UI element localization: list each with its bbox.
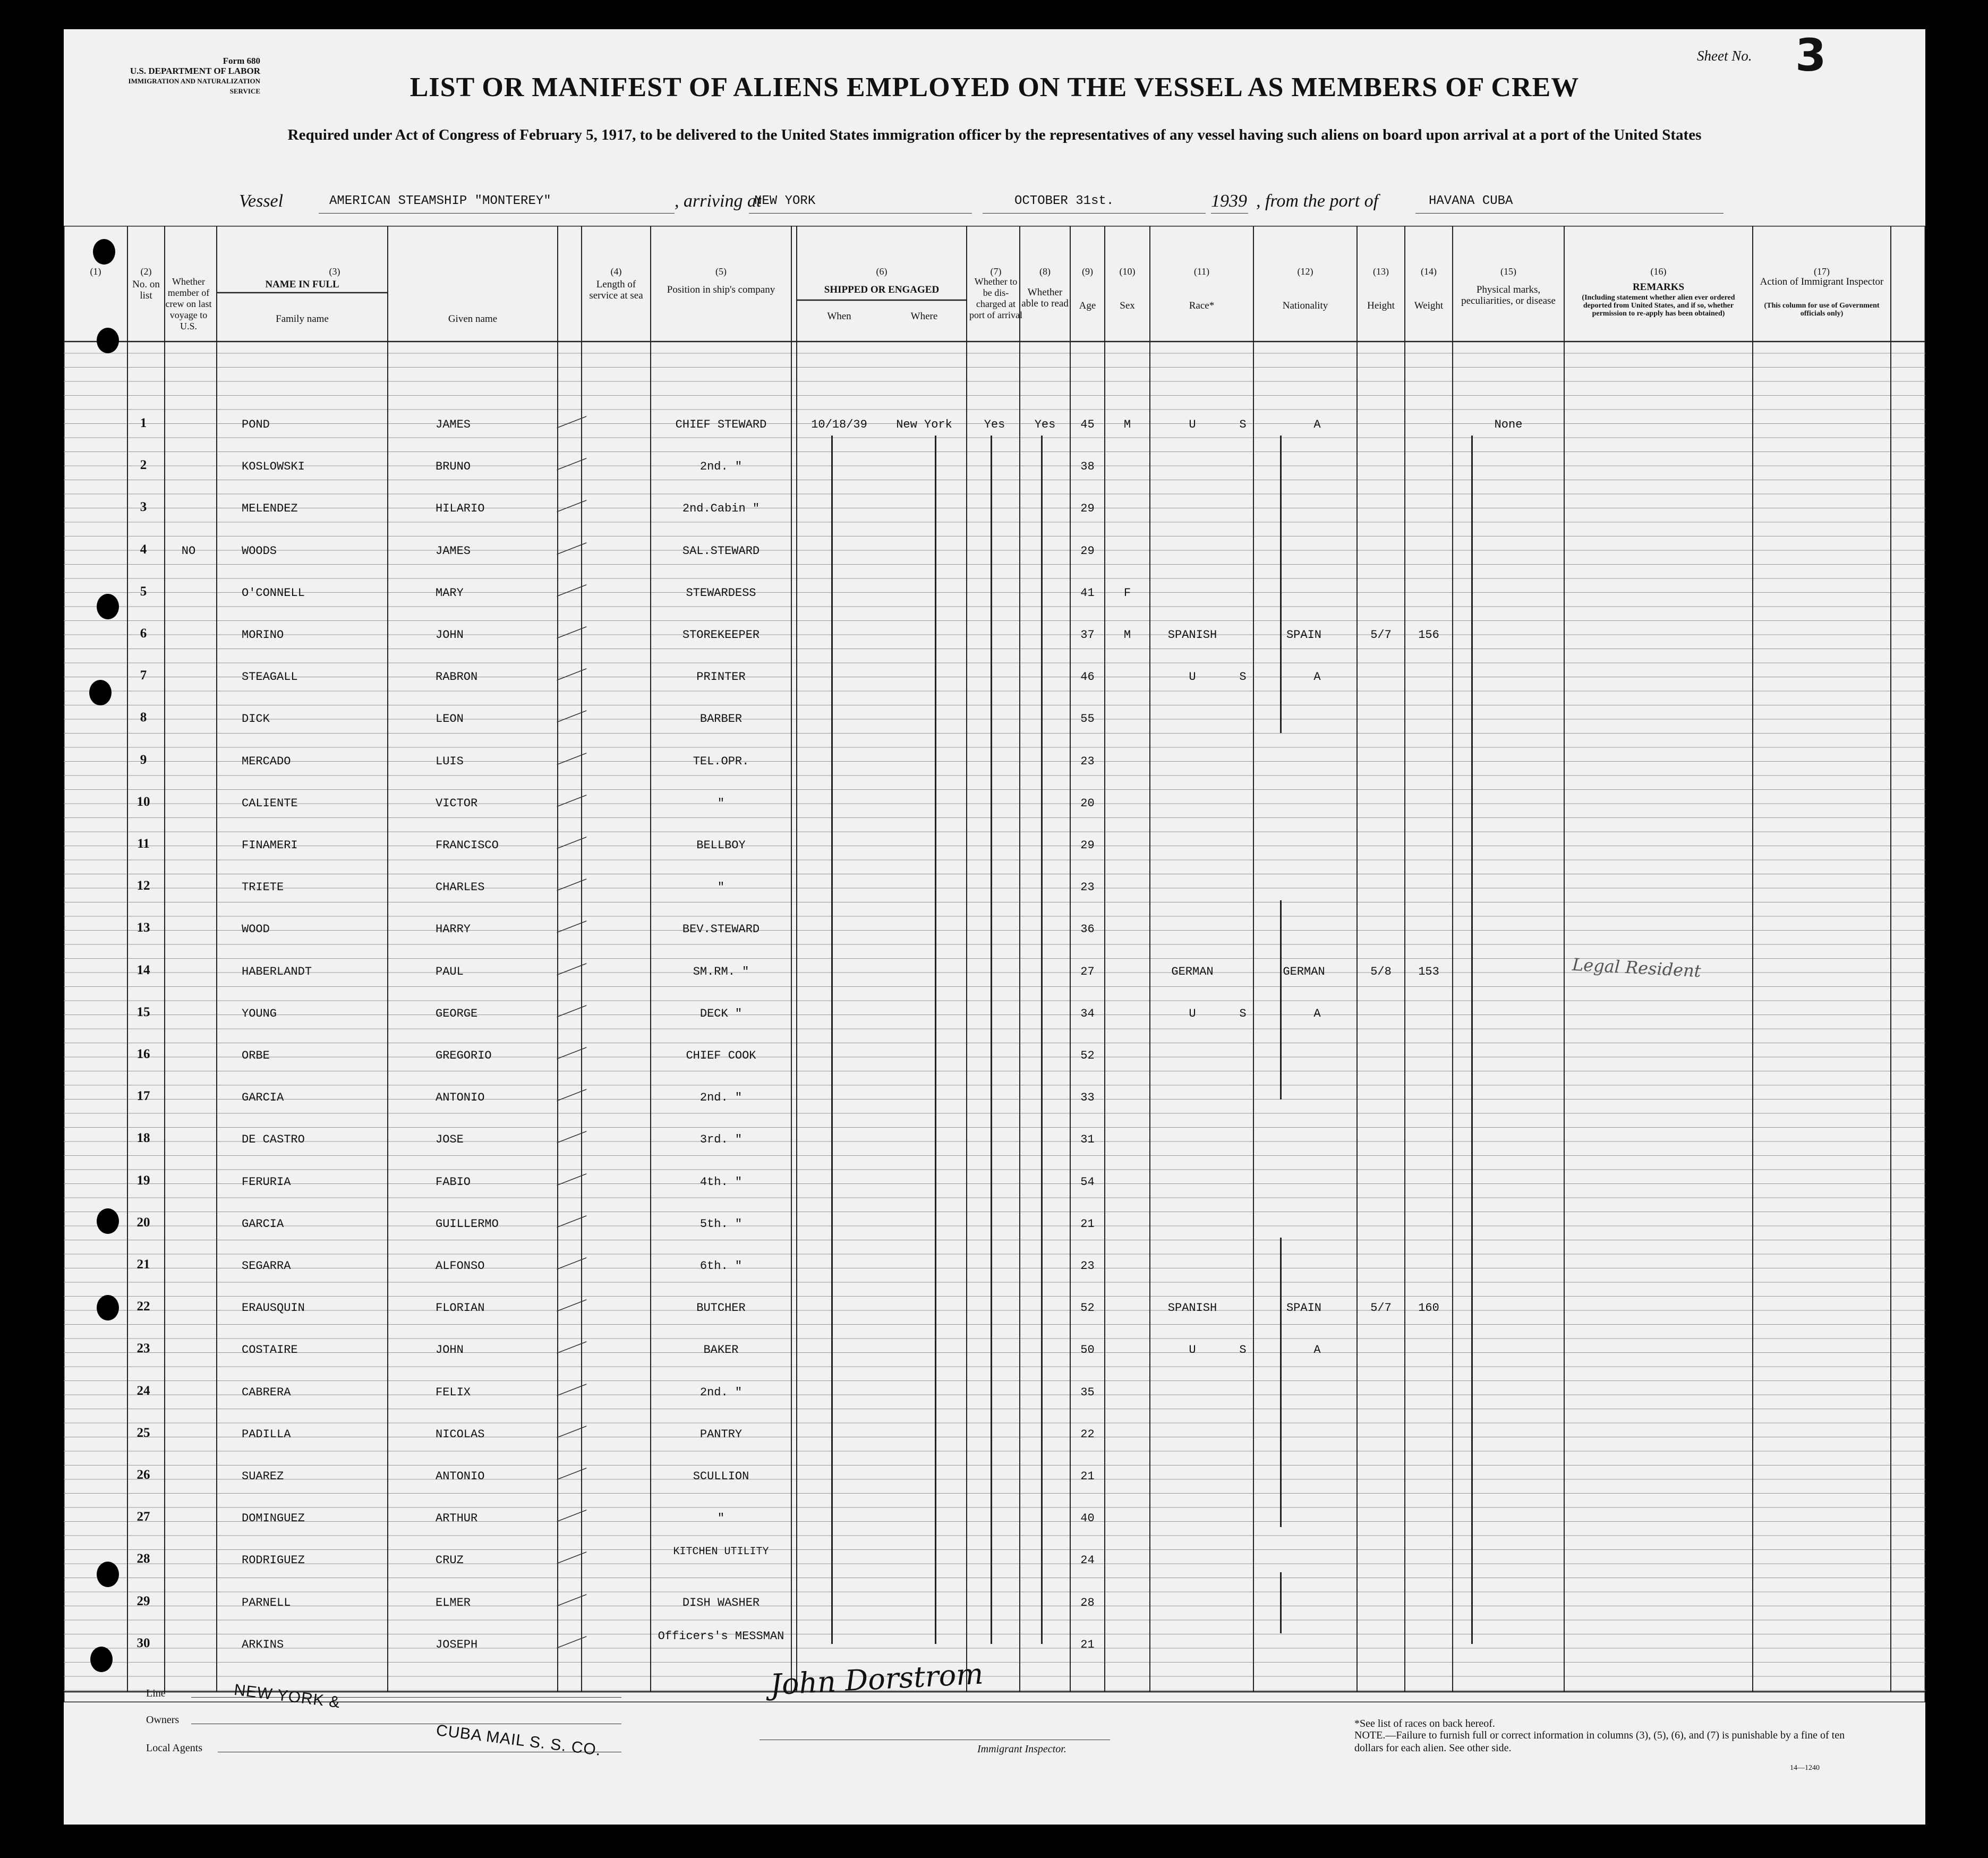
vessel-label: Vessel (239, 191, 284, 211)
cell-position: KITCHEN UTILITY (673, 1546, 769, 1558)
row-number: 2 (140, 458, 147, 473)
binder-hole (97, 1295, 119, 1320)
binder-hole (97, 1208, 119, 1234)
row-number: 15 (136, 1004, 150, 1019)
cell-age: 20 (1080, 796, 1095, 810)
cell-family-name: HABERLANDT (242, 965, 312, 978)
cell-sex: M (1123, 418, 1131, 431)
cell-given-name: JOHN (436, 628, 464, 642)
col-header-inspector-action: Action of Immigrant Inspector (1760, 276, 1884, 287)
cell-family-name: DICK (242, 712, 270, 726)
binder-hole (97, 594, 119, 619)
cell-family-name: PADILLA (242, 1427, 291, 1441)
cell-nationality-tail: A (1313, 1007, 1321, 1020)
col-no-14: (14) (1421, 266, 1437, 277)
cell-given-name: ANTONIO (436, 1091, 485, 1105)
cell-family-name: COSTAIRE (242, 1343, 298, 1357)
cell-family-name: FERURIA (242, 1175, 291, 1189)
cell-position: 2nd.Cabin " (682, 502, 760, 516)
binder-hole (89, 680, 112, 705)
col-no-13: (13) (1373, 266, 1389, 277)
cell-remarks: Legal Resident (1572, 954, 1702, 981)
cell-family-name: ARKINS (242, 1638, 284, 1651)
cell-age: 34 (1080, 1007, 1095, 1020)
cell-family-name: O'CONNELL (242, 586, 305, 600)
col-header-inspector-note: (This column for use of Government officials only) (1764, 302, 1880, 318)
cell-position: 2nd. " (699, 460, 743, 474)
row-number: 3 (140, 500, 147, 515)
col-no-12: (12) (1297, 266, 1313, 277)
cell-age: 45 (1080, 418, 1095, 431)
cell-race: SPANISH (1167, 628, 1217, 642)
inspector-signature: John Dorstrom (769, 1657, 984, 1702)
cell-discharged: Yes (984, 418, 1005, 431)
cell-family-name: WOODS (242, 544, 277, 558)
cell-position: SM.RM. " (693, 965, 749, 978)
cell-given-name: ELMER (436, 1596, 471, 1609)
cell-given-name: BRUNO (436, 460, 471, 474)
col-no-17: (17) (1814, 266, 1830, 277)
row-number: 18 (136, 1131, 150, 1146)
cell-when: 10/18/39 (811, 418, 867, 431)
binder-hole (93, 239, 115, 265)
form-number: Form 680 (223, 56, 260, 66)
cell-family-name: FINAMERI (242, 839, 298, 852)
col-no-15: (15) (1500, 266, 1516, 277)
page-subtitle: Required under Act of Congress of February 5, 1917, to be delivered to the United States immigration officer by the representatives of any vessel having such aliens on board upon arrival at a port of the United States (287, 126, 1702, 143)
cell-given-name: VICTOR (436, 796, 478, 810)
cell-nationality: S (1239, 418, 1247, 431)
cell-position: " (717, 1512, 725, 1525)
races-note: *See list of races on back hereof. (1354, 1718, 1495, 1729)
cell-given-name: FRANCISCO (436, 839, 499, 852)
cell-family-name: CALIENTE (242, 796, 298, 810)
col-header-shipped: SHIPPED OR ENGAGED (824, 284, 940, 295)
col-no-7: (7) (990, 266, 1002, 277)
from-port-label: , from the port of (1256, 191, 1379, 211)
cell-age: 35 (1080, 1385, 1095, 1399)
col-header-when: When (827, 311, 851, 322)
cell-nationality: S (1239, 670, 1247, 684)
cell-family-name: WOOD (242, 923, 270, 936)
arrival-date: OCTOBER 31st. (1014, 194, 1114, 208)
cell-family-name: YOUNG (242, 1007, 277, 1020)
ditto-line (1280, 1572, 1282, 1633)
cell-family-name: DE CASTRO (242, 1133, 305, 1147)
col-header-weight: Weight (1414, 300, 1444, 311)
col-no-9: (9) (1082, 266, 1093, 277)
col-no-11: (11) (1193, 266, 1210, 277)
footer-form-code: 14—1240 (1790, 1764, 1820, 1772)
from-port: HAVANA CUBA (1429, 194, 1513, 208)
footer-agents-label: Local Agents (146, 1742, 203, 1754)
cell-given-name: HILARIO (436, 502, 485, 516)
ditto-line (1280, 436, 1282, 733)
binder-hole (97, 328, 119, 353)
footer-line-label: Line (146, 1687, 166, 1699)
row-number: 6 (140, 626, 147, 641)
cell-nationality: SPAIN (1286, 628, 1321, 642)
cell-position: BEV.STEWARD (682, 923, 760, 936)
cell-position: Officers's MESSMAN (658, 1629, 784, 1643)
cell-given-name: JOSE (436, 1133, 464, 1147)
vessel-name: AMERICAN STEAMSHIP "MONTEREY" (329, 194, 551, 208)
cell-age: 36 (1080, 923, 1095, 936)
cell-given-name: HARRY (436, 923, 471, 936)
cell-weight: 160 (1418, 1301, 1439, 1315)
cell-age: 37 (1080, 628, 1095, 642)
cell-nationality: GERMAN (1283, 965, 1325, 978)
cell-age: 21 (1080, 1470, 1095, 1483)
cell-age: 29 (1080, 544, 1095, 558)
cell-sex: F (1123, 586, 1131, 600)
cell-position: DISH WASHER (682, 1596, 760, 1609)
cell-given-name: ARTHUR (436, 1512, 478, 1525)
cell-position: PRINTER (696, 670, 746, 684)
cell-family-name: MERCADO (242, 754, 291, 768)
col-no-10: (10) (1119, 266, 1136, 277)
cell-age: 41 (1080, 586, 1095, 600)
row-number: 27 (136, 1510, 150, 1524)
cell-given-name: FABIO (436, 1175, 471, 1189)
cell-family-name: MELENDEZ (242, 502, 298, 516)
row-number: 30 (136, 1635, 150, 1650)
sheet-label: Sheet No. (1697, 48, 1752, 64)
cell-nationality-tail: A (1313, 1343, 1321, 1357)
binder-hole (90, 1647, 113, 1672)
col-no-5: (5) (715, 266, 727, 277)
cell-family-name: ERAUSQUIN (242, 1301, 305, 1315)
cell-position: " (717, 881, 725, 894)
row-number: 10 (136, 794, 150, 809)
cell-age: 33 (1080, 1091, 1095, 1105)
col-header-height: Height (1367, 300, 1395, 311)
cell-age: 23 (1080, 1259, 1095, 1273)
cell-height: 5/8 (1370, 965, 1392, 978)
col-header-family-name: Family name (276, 313, 329, 325)
row-number: 12 (136, 879, 150, 893)
cell-race: U (1189, 670, 1196, 684)
page-title: LIST OR MANIFEST OF ALIENS EMPLOYED ON THE VESSEL AS MEMBERS OF CREW (409, 72, 1580, 103)
manifest-page (64, 29, 1925, 1825)
cell-last-voyage: NO (181, 544, 196, 558)
cell-position: SCULLION (693, 1470, 749, 1483)
row-number: 7 (140, 668, 147, 683)
cell-age: 23 (1080, 881, 1095, 894)
cell-nationality: SPAIN (1286, 1301, 1321, 1315)
col-header-remarks: REMARKS (1632, 282, 1685, 293)
row-number: 19 (136, 1173, 150, 1188)
cell-age: 29 (1080, 502, 1095, 516)
cell-nationality: S (1239, 1343, 1247, 1357)
cell-position: BUTCHER (696, 1301, 746, 1315)
cell-weight: 153 (1418, 965, 1439, 978)
row-number: 1 (140, 416, 147, 430)
cell-position: STEWARDESS (686, 586, 756, 600)
cell-height: 5/7 (1370, 1301, 1392, 1315)
cell-family-name: MORINO (242, 628, 284, 642)
cell-family-name: KOSLOWSKI (242, 460, 305, 474)
col-no-3: (3) (329, 266, 340, 277)
row-number: 29 (136, 1593, 150, 1608)
col-no-2: (2) (140, 266, 152, 277)
cell-given-name: GEORGE (436, 1007, 478, 1020)
cell-height: 5/7 (1370, 628, 1392, 642)
col-header-able-read: Whether able to read (1021, 287, 1069, 309)
cell-age: 38 (1080, 460, 1095, 474)
cell-nationality-tail: A (1313, 670, 1321, 684)
inspector-label: Immigrant Inspector. (977, 1743, 1066, 1755)
footer-owners-label: Owners (146, 1714, 180, 1726)
cell-family-name: GARCIA (242, 1091, 284, 1105)
cell-given-name: FELIX (436, 1385, 471, 1399)
cell-given-name: ALFONSO (436, 1259, 485, 1273)
cell-given-name: JAMES (436, 544, 471, 558)
cell-where: New York (896, 418, 952, 431)
ditto-line (1471, 436, 1473, 1644)
cell-nationality: S (1239, 1007, 1247, 1020)
col-header-position: Position in ship's company (667, 284, 775, 295)
col-header-name: NAME IN FULL (265, 279, 339, 290)
cell-position: PANTRY (699, 1427, 743, 1441)
col-header-remarks-note: (Including statement whether alien ever ordered deported from United States, and if so, whether permission to re-apply has been obtained) (1582, 294, 1735, 318)
row-number: 16 (136, 1047, 150, 1061)
row-number: 14 (136, 962, 150, 977)
row-number: 8 (140, 710, 147, 725)
ditto-line (831, 436, 833, 1644)
col-header-no: No. on list (132, 279, 160, 301)
col-header-prior-crew: Whether member of crew on last voyage to U.S. (165, 276, 212, 331)
cell-age: 31 (1080, 1133, 1095, 1147)
cell-age: 22 (1080, 1427, 1095, 1441)
ditto-line (991, 436, 992, 1644)
cell-given-name: JAMES (436, 418, 471, 431)
col-header-physical-marks: Physical marks, peculiarities, or disease (1461, 284, 1556, 306)
row-number: 23 (136, 1341, 150, 1356)
cell-given-name: MARY (436, 586, 464, 600)
row-number: 20 (136, 1215, 150, 1230)
cell-position: 4th. " (699, 1175, 743, 1189)
row-number: 13 (136, 921, 150, 935)
cell-age: 28 (1080, 1596, 1095, 1609)
cell-age: 52 (1080, 1301, 1095, 1315)
col-header-where: Where (910, 311, 938, 322)
cell-able-read: Yes (1034, 418, 1056, 431)
row-number: 22 (136, 1299, 150, 1314)
line-stamp: NEW YORK & (233, 1681, 342, 1712)
cell-nationality-tail: A (1313, 418, 1321, 431)
cell-family-name: DOMINGUEZ (242, 1512, 305, 1525)
cell-position: SAL.STEWARD (682, 544, 760, 558)
ditto-line (1280, 1238, 1282, 1527)
service-name: IMMIGRATION AND NATURALIZATION SERVICE (128, 77, 260, 95)
cell-age: 23 (1080, 754, 1095, 768)
arrival-port: NEW YORK (754, 194, 816, 208)
cell-family-name: RODRIGUEZ (242, 1554, 305, 1567)
cell-race: GERMAN (1171, 965, 1214, 978)
cell-position: BELLBOY (696, 839, 746, 852)
col-header-nationality: Nationality (1282, 300, 1328, 311)
cell-position: CHIEF COOK (686, 1049, 756, 1062)
col-no-4: (4) (610, 266, 622, 277)
ditto-line (935, 436, 936, 1644)
ditto-line (1041, 436, 1043, 1644)
row-number: 24 (136, 1383, 150, 1398)
cell-position: 6th. " (699, 1259, 743, 1273)
penalty-note: NOTE.—Failure to furnish full or correct information in columns (3), (5), (6), and (7) is punishable by a fine of ten dollars for each alien. See other side. (1354, 1729, 1845, 1754)
cell-position: 2nd. " (699, 1091, 743, 1105)
cell-family-name: POND (242, 418, 270, 431)
row-number: 21 (136, 1257, 150, 1272)
cell-age: 21 (1080, 1638, 1095, 1651)
cell-age: 40 (1080, 1512, 1095, 1525)
col-no-16: (16) (1650, 266, 1667, 277)
cell-age: 21 (1080, 1217, 1095, 1231)
cell-position: BARBER (699, 712, 743, 726)
cell-family-name: STEAGALL (242, 670, 298, 684)
col-header-length-service: Length of service at sea (589, 279, 643, 301)
cell-age: 50 (1080, 1343, 1095, 1357)
cell-given-name: JOHN (436, 1343, 464, 1357)
cell-age: 52 (1080, 1049, 1095, 1062)
cell-age: 24 (1080, 1554, 1095, 1567)
cell-position: " (717, 796, 725, 810)
binder-hole (97, 1562, 119, 1587)
row-number: 26 (136, 1468, 150, 1482)
cell-age: 29 (1080, 839, 1095, 852)
row-number: 5 (140, 584, 147, 599)
cell-position: 5th. " (699, 1217, 743, 1231)
agency-name: U.S. DEPARTMENT OF LABOR (130, 66, 260, 76)
cell-family-name: PARNELL (242, 1596, 291, 1609)
cell-weight: 156 (1418, 628, 1439, 642)
cell-family-name: ORBE (242, 1049, 270, 1062)
cell-given-name: RABRON (436, 670, 478, 684)
cell-physical-marks: None (1494, 418, 1523, 431)
col-header-given-name: Given name (448, 313, 498, 325)
cell-sex: M (1123, 628, 1131, 642)
row-number: 25 (136, 1425, 150, 1440)
cell-race: U (1189, 1007, 1196, 1020)
row-number: 9 (140, 752, 147, 767)
col-header-race: Race* (1189, 300, 1215, 311)
cell-age: 55 (1080, 712, 1095, 726)
col-header-age: Age (1079, 300, 1096, 311)
cell-age: 46 (1080, 670, 1095, 684)
crew-table (64, 226, 1925, 1702)
cell-race: U (1189, 1343, 1196, 1357)
row-number: 4 (140, 542, 147, 557)
row-number: 17 (136, 1089, 150, 1104)
cell-given-name: PAUL (436, 965, 464, 978)
cell-given-name: LEON (436, 712, 464, 726)
row-number: 28 (136, 1552, 150, 1566)
cell-given-name: FLORIAN (436, 1301, 485, 1315)
cell-position: BAKER (703, 1343, 739, 1357)
col-header-discharged: Whether to be dis-charged at port of arrival (969, 276, 1022, 320)
cell-family-name: SUAREZ (242, 1470, 284, 1483)
cell-family-name: GARCIA (242, 1217, 284, 1231)
cell-given-name: GREGORIO (436, 1049, 492, 1062)
col-no-1: (1) (90, 266, 101, 277)
cell-age: 27 (1080, 965, 1095, 978)
cell-position: 3rd. " (699, 1133, 743, 1147)
cell-position: TEL.OPR. (693, 754, 749, 768)
cell-position: CHIEF STEWARD (675, 418, 767, 431)
cell-race: U (1189, 418, 1196, 431)
cell-position: DECK " (699, 1007, 743, 1020)
cell-given-name: CHARLES (436, 881, 485, 894)
cell-given-name: CRUZ (436, 1554, 464, 1567)
arriving-label: , arriving at (675, 191, 762, 211)
cell-race: SPANISH (1167, 1301, 1217, 1315)
cell-family-name: CABRERA (242, 1385, 291, 1399)
cell-given-name: JOSEPH (436, 1638, 478, 1651)
cell-age: 54 (1080, 1175, 1095, 1189)
row-number: 11 (137, 837, 150, 851)
cell-given-name: LUIS (436, 754, 464, 768)
col-no-6: (6) (876, 266, 888, 277)
ditto-line (1280, 900, 1282, 1100)
cell-given-name: NICOLAS (436, 1427, 485, 1441)
cell-family-name: TRIETE (242, 881, 284, 894)
col-no-8: (8) (1039, 266, 1051, 277)
cell-position: STOREKEEPER (682, 628, 760, 642)
cell-given-name: ANTONIO (436, 1470, 485, 1483)
sheet-number: 3 (1795, 29, 1827, 81)
cell-given-name: GUILLERMO (436, 1217, 499, 1231)
agents-stamp: CUBA MAIL S. S. CO. (435, 1721, 602, 1759)
arrival-year: 1939 (1211, 191, 1247, 211)
cell-position: 2nd. " (699, 1385, 743, 1399)
cell-family-name: SEGARRA (242, 1259, 291, 1273)
col-header-sex: Sex (1120, 300, 1135, 311)
